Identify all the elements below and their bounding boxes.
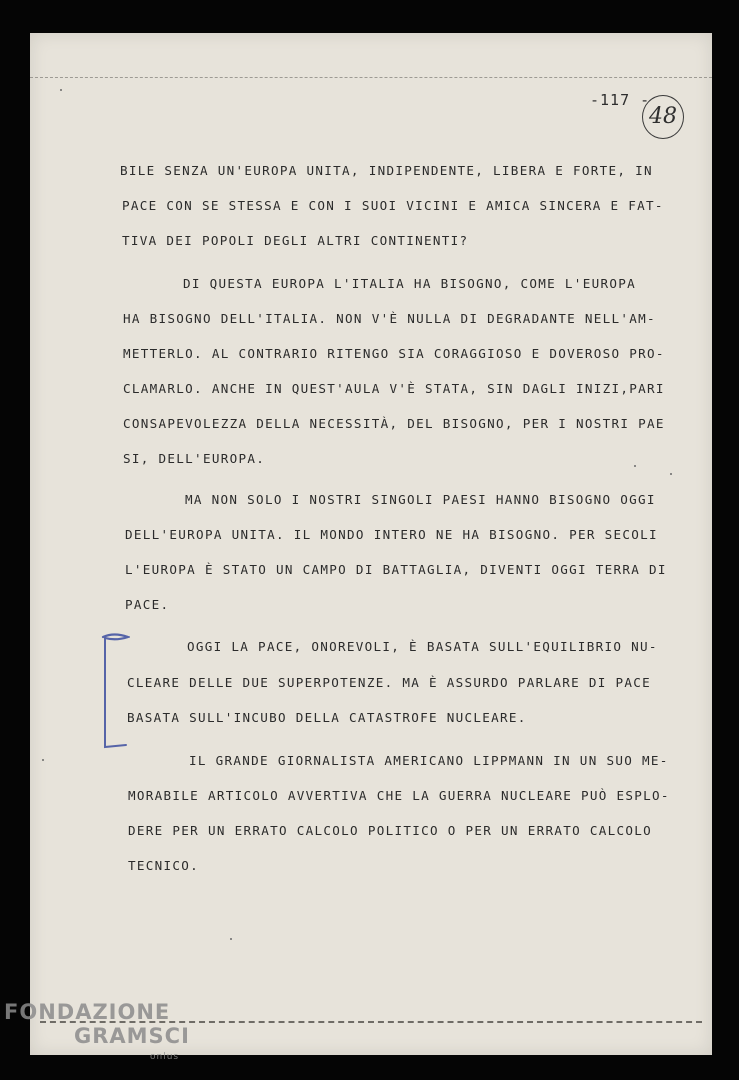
watermark-line-3: onlus (150, 1052, 180, 1062)
text-line: CONSAPEVOLEZZA DELLA NECESSITÀ, DEL BISOGNO, PER I NOSTRI PAE (123, 416, 665, 431)
text-line: DI QUESTA EUROPA L'ITALIA HA BISOGNO, COME L'EUROPA (183, 276, 636, 291)
typewritten-page (30, 33, 712, 1055)
text-line: BASATA SULL'INCUBO DELLA CATASTROFE NUCLEARE. (127, 710, 527, 725)
paper-speck (60, 89, 62, 91)
paper-speck (42, 759, 44, 761)
text-line: TIVA DEI POPOLI DEGLI ALTRI CONTINENTI? (122, 233, 469, 248)
text-line: PACE CON SE STESSA E CON I SUOI VICINI E AMICA SINCERA E FAT- (122, 198, 664, 213)
text-line: SI, DELL'EUROPA. (123, 451, 266, 466)
text-line: BILE SENZA UN'EUROPA UNITA, INDIPENDENTE, LIBERA E FORTE, IN (120, 163, 653, 178)
watermark-line-1: FONDAZIONE (4, 1000, 171, 1024)
margin-bracket-mark (100, 633, 130, 751)
text-line: IL GRANDE GIORNALISTA AMERICANO LIPPMANN IN UN SUO ME- (189, 753, 669, 768)
paper-speck (670, 473, 672, 475)
paper-speck (634, 465, 636, 467)
text-line: L'EUROPA È STATO UN CAMPO DI BATTAGLIA, DIVENTI OGGI TERRA DI (125, 562, 667, 577)
text-line: HA BISOGNO DELL'ITALIA. NON V'È NULLA DI DEGRADANTE NELL'AM- (123, 311, 656, 326)
text-line: CLAMARLO. ANCHE IN QUEST'AULA V'È STATA, SIN DAGLI INIZI,PARI (123, 381, 665, 396)
text-line: CLEARE DELLE DUE SUPERPOTENZE. MA È ASSURDO PARLARE DI PACE (127, 675, 652, 690)
text-line: TECNICO. (128, 858, 200, 873)
text-line: DERE PER UN ERRATO CALCOLO POLITICO O PER UN ERRATO CALCOLO (128, 823, 653, 838)
top-fold-line (30, 77, 712, 78)
text-line: DELL'EUROPA UNITA. IL MONDO INTERO NE HA BISOGNO. PER SECOLI (125, 527, 658, 542)
page-number: -117 - (590, 91, 651, 109)
paper-speck (230, 938, 232, 940)
text-line: METTERLO. AL CONTRARIO RITENGO SIA CORAGGIOSO E DOVEROSO PRO- (123, 346, 665, 361)
text-line: MA NON SOLO I NOSTRI SINGOLI PAESI HANNO BISOGNO OGGI (185, 492, 656, 507)
text-line: PACE. (125, 597, 170, 612)
archive-number-circle: 48 (642, 95, 684, 139)
text-line: OGGI LA PACE, ONOREVOLI, È BASATA SULL'EQUILIBRIO NU- (187, 639, 658, 654)
text-line: MORABILE ARTICOLO AVVERTIVA CHE LA GUERRA NUCLEARE PUÒ ESPLO- (128, 788, 670, 803)
watermark-line-2: GRAMSCI (74, 1024, 190, 1048)
